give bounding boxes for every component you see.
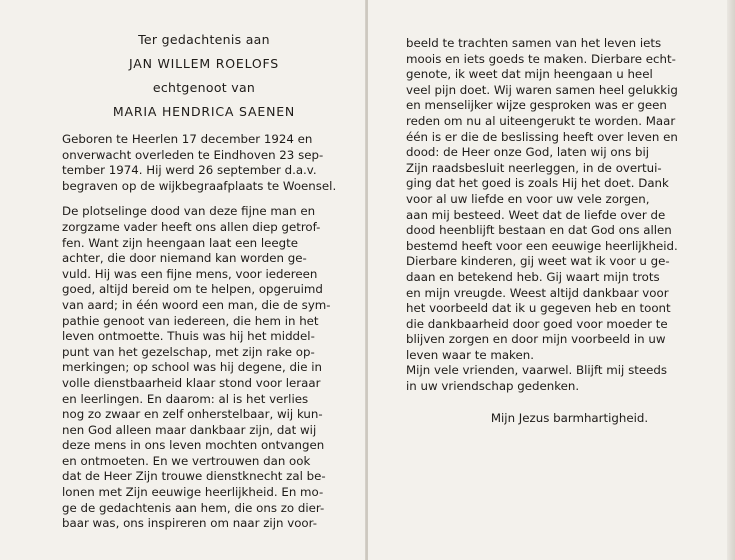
text-line: vuld. Hij was een fijne mens, voor iedereen <box>62 266 318 281</box>
text-line: fen. Want zijn heengaan laat een leegte <box>62 235 299 250</box>
text-line: reden om nu al uiteengerukt te worden. Maar <box>406 113 676 128</box>
text-line: De plotselinge dood van deze fijne man en <box>62 204 316 219</box>
text-line: en mijn vreugde. Weest altijd dankbaar voor <box>406 285 669 300</box>
text-line: en ontmoeten. En we vertrouwen dan ook <box>62 453 311 468</box>
text-line: die dankbaarheid door goed voor moeder te <box>406 316 668 331</box>
text-line: blijven zorgen en door mijn voorbeeld in uw <box>406 332 666 347</box>
text-line: leven ontmoette. Thuis was hij het middel- <box>62 329 315 344</box>
text-line: punt van het gezelschap, met zijn rake op- <box>62 344 315 359</box>
left-panel <box>0 0 366 560</box>
bio-paragraph <box>62 132 346 194</box>
deceased-name: JAN WILLEM ROELOFS <box>128 56 280 71</box>
text-line: baar was, ons inspireren om naar zijn voor- <box>62 516 317 531</box>
text-line: Mijn vele vrienden, vaarwel. Blijft mij steeds <box>406 363 667 378</box>
text-line: lonen met Zijn eeuwige heerlijkheid. En mo- <box>62 485 324 500</box>
text-line: dood heenblijft bestaan en dat God ons allen <box>406 223 672 238</box>
text-line: nog zo zwaar en zelf onherstelbaar, wij kun- <box>62 407 323 422</box>
text-line: beeld te trachten samen van het leven iets <box>406 36 662 50</box>
closing-motto: Mijn Jezus barmhartigheid. <box>490 410 649 425</box>
text-line: dood: de Heer onze God, laten wij ons bij <box>406 145 650 160</box>
text-line: daan en betekend heb. Gij waart mijn trots <box>406 269 660 284</box>
text-line: ging dat het goed is zoals Hij het doet. Dank <box>406 176 669 191</box>
text-line: genote, ik weet dat mijn heengaan u heel <box>406 67 653 82</box>
text-line: nen God alleen maar dankbaar zijn, dat wij <box>62 422 317 437</box>
text-line: van aard; in één woord een man, die de sym- <box>62 297 331 312</box>
card-edge <box>727 0 735 560</box>
text-line: leven waar te maken. <box>406 347 534 362</box>
text-line: dat de Heer Zijn trouwe dienstknecht zal be- <box>62 469 326 484</box>
text-line: Dierbare kinderen, gij weet wat ik voor u ge- <box>406 254 670 269</box>
body-paragraph-right <box>406 36 721 395</box>
text-line: één is er die de beslissing heeft over leven en <box>406 129 678 144</box>
text-line: achter, die door niemand kan worden ge- <box>62 251 307 266</box>
text-line: aan mij besteed. Weet dat de liefde over de <box>406 207 666 222</box>
text-line: goed, altijd bereid om te helpen, opgeruimd <box>62 282 323 297</box>
intro-line: Ter gedachtenis aan <box>138 32 270 47</box>
text-line: veel pijn doet. Wij waren samen heel gelukkig <box>406 82 678 97</box>
text-line: voor al uw liefde en voor uw vele zorgen, <box>406 191 650 206</box>
text-line: volle dienstbaarheid klaar stond voor leraar <box>62 375 321 390</box>
text-line: het voorbeeld dat ik u gegeven heb en toont <box>406 301 671 316</box>
right-panel <box>368 0 735 560</box>
text-line: onverwacht overleden te Eindhoven 23 sep- <box>62 147 324 162</box>
text-line: begraven op de wijkbegraafplaats te Woensel. <box>62 178 337 193</box>
text-line: en menselijker wijze gesproken was er geen <box>406 98 667 113</box>
text-line: bestemd heeft voor een eeuwige heerlijkheid. <box>406 238 678 253</box>
text-line: tember 1974. Hij werd 26 september d.a.v. <box>62 163 317 178</box>
text-line: moois en iets goeds te maken. Dierbare echt- <box>406 51 676 66</box>
text-line: zorgzame vader heeft ons allen diep getrof- <box>62 219 321 234</box>
text-line: en leerlingen. En daarom: al is het verlies <box>62 391 309 406</box>
relation-line: echtgenoot van <box>152 80 256 95</box>
body-paragraph-left <box>62 204 346 531</box>
text-line: Zijn raadsbesluit neerleggen, in de overtui- <box>406 160 662 175</box>
text-line: deze mens in ons leven mochten ontvangen <box>62 438 325 453</box>
text-line: pathie genoot van iedereen, die hem in het <box>62 313 319 328</box>
text-line: merkingen; op school was hij degene, die in <box>62 360 322 375</box>
text-line: Geboren te Heerlen 17 december 1924 en <box>62 132 313 146</box>
spouse-name: MARIA HENDRICA SAENEN <box>112 104 296 119</box>
text-line: in uw vriendschap gedenken. <box>406 379 580 394</box>
text-line: ge de gedachtenis aan hem, die ons zo dier- <box>62 500 325 515</box>
